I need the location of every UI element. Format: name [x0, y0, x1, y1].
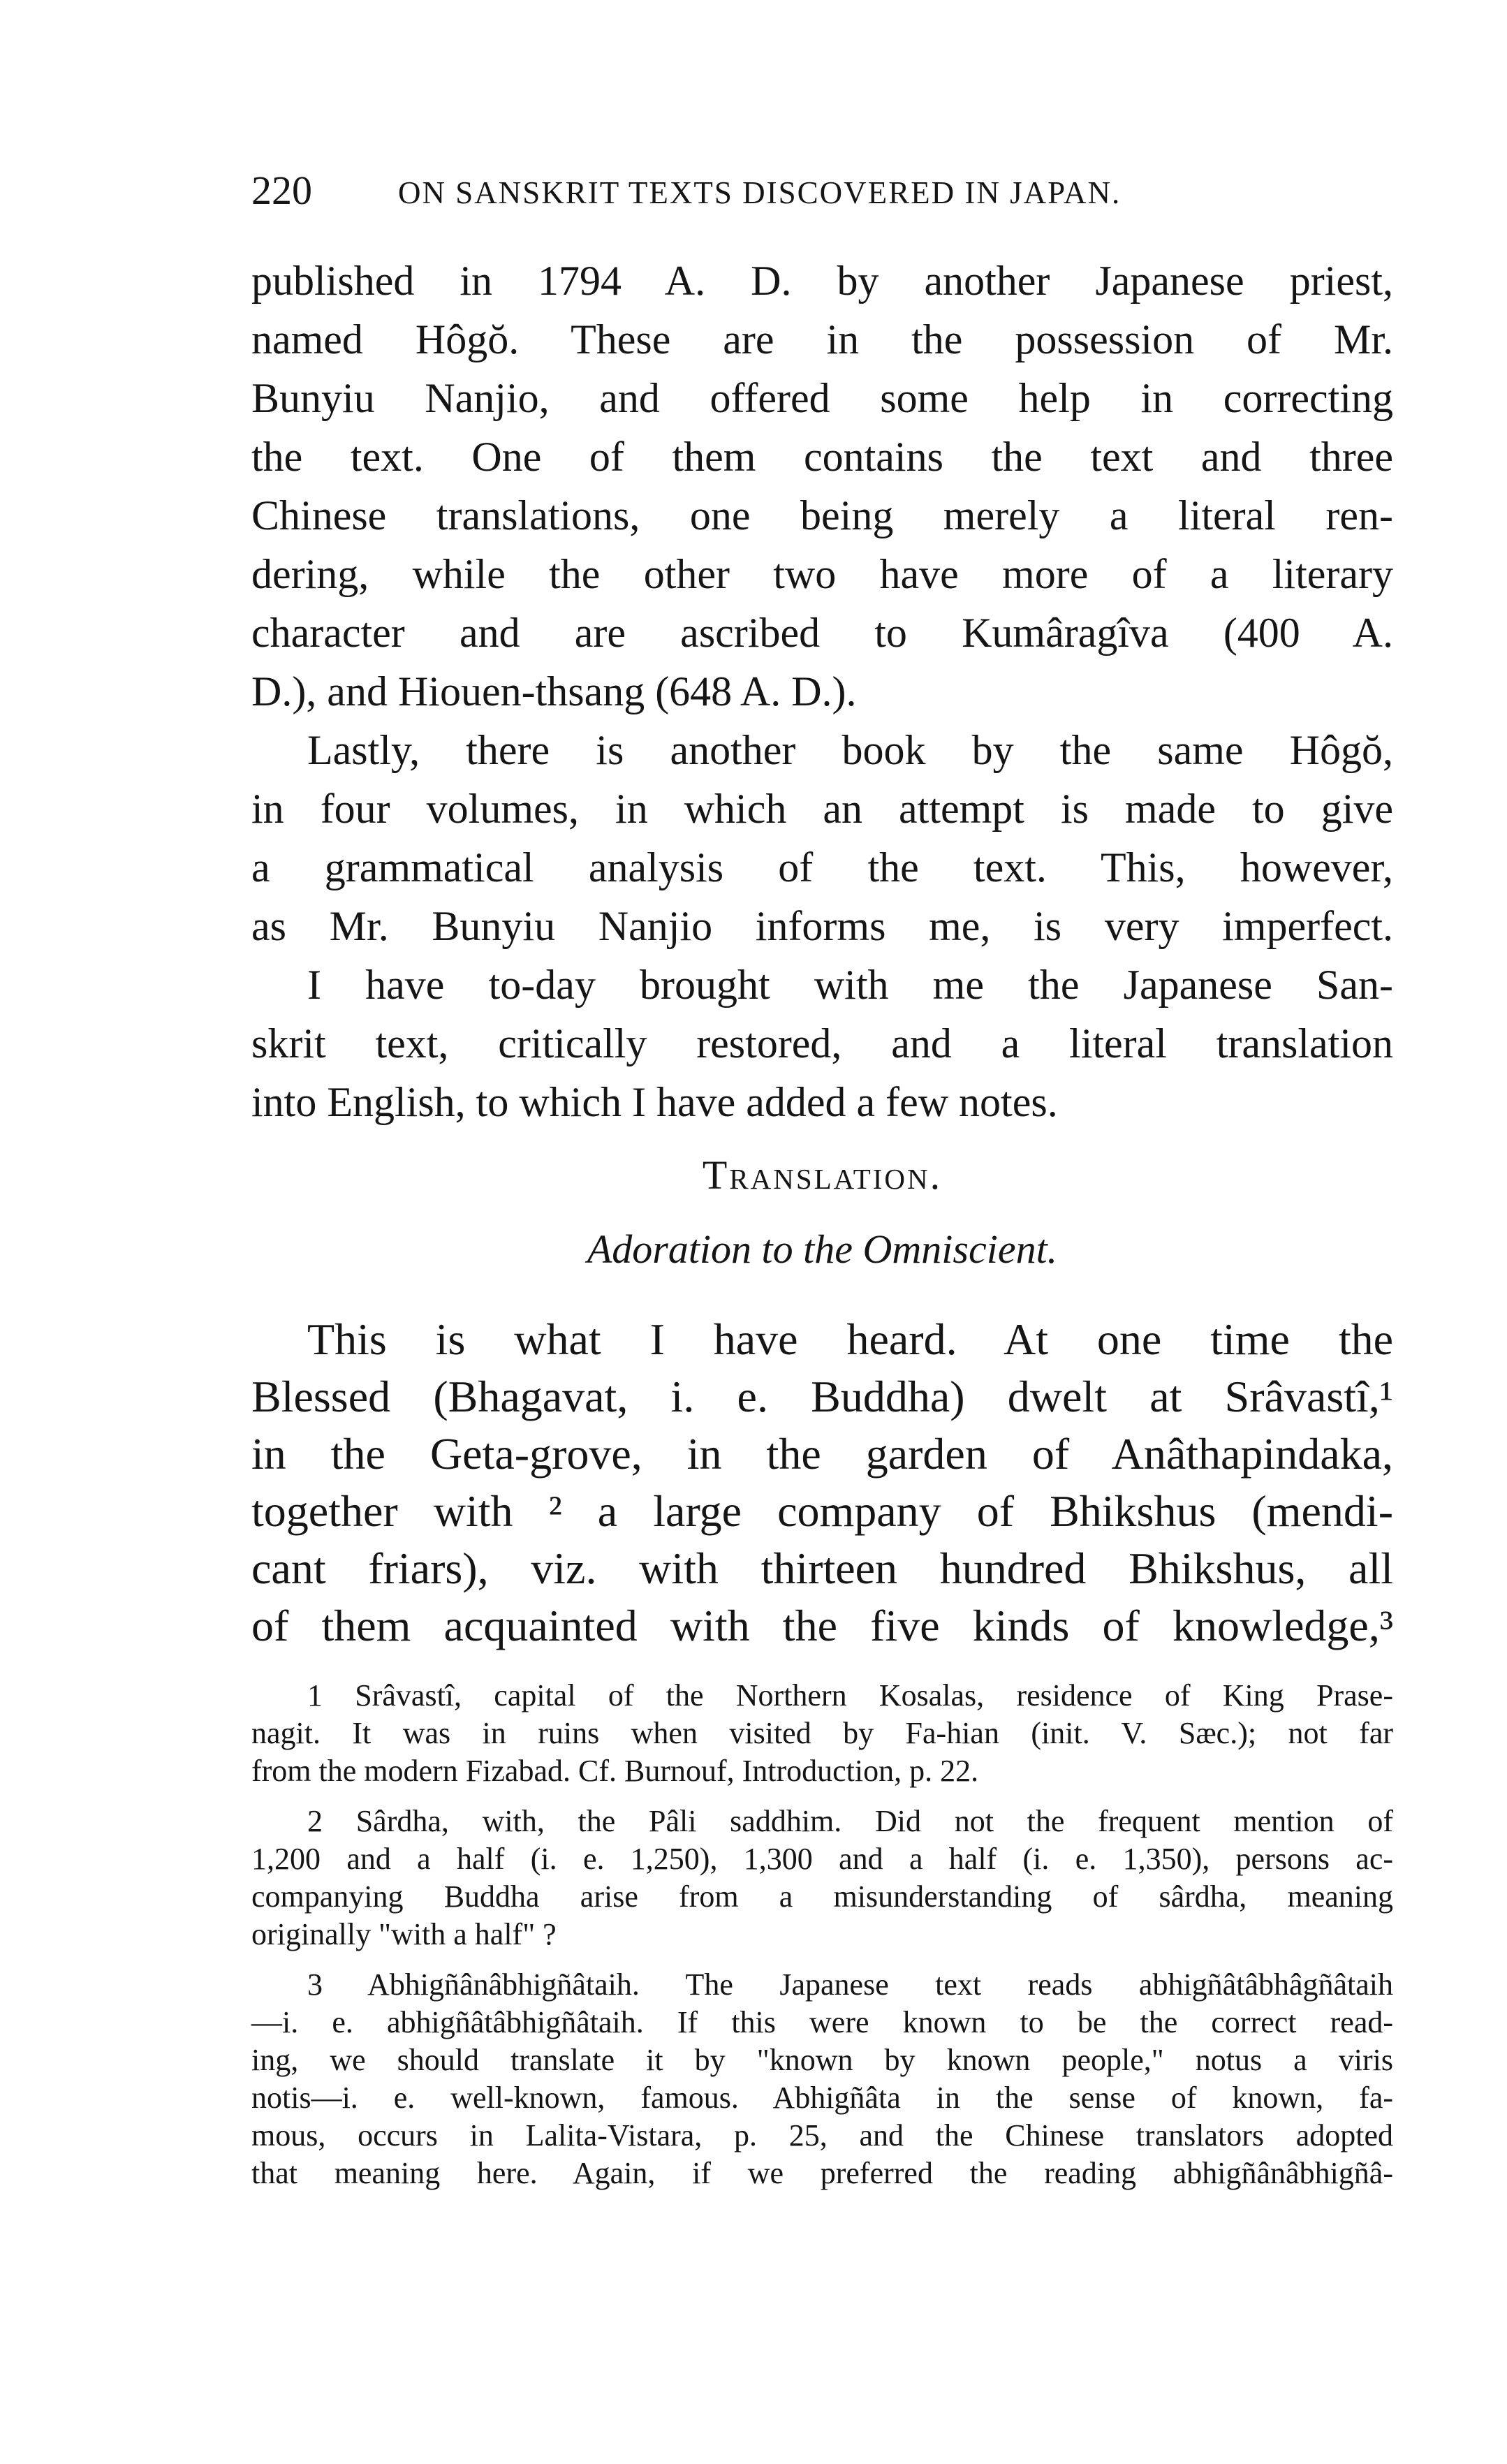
text-line: of them acquainted with the five kinds of knowledge,³ — [251, 1601, 1393, 1650]
footnote-line: originally "with a half" ? — [251, 1917, 557, 1951]
text-line: into English, to which I have added a few notes. — [251, 1079, 1058, 1125]
running-title: ON SANSKRIT TEXTS DISCOVERED IN JAPAN. — [398, 175, 1122, 210]
text-line: D.), and Hiouen-thsang (648 A. D.). — [251, 668, 857, 714]
page-number: 220 — [251, 168, 312, 213]
page-header — [251, 166, 1397, 215]
footnote-line: nagit. It was in ruins when visited by Fa-hian (init. V. Sæc.); not far — [251, 1716, 1393, 1750]
footnote-line: 1,200 and a half (i. e. 1,250), 1,300 and a half (i. e. 1,350), persons ac- — [251, 1842, 1393, 1876]
footnote-line: notis—i. e. well-known, famous. Abhigñâta in the sense of known, fa- — [251, 2081, 1393, 2115]
footnote-line: 1 Srâvastî, capital of the Northern Kosalas, residence of King Prase- — [307, 1678, 1393, 1713]
text-line: the text. One of them contains the text and three — [251, 434, 1393, 480]
footnote-spacer — [251, 1790, 1393, 1803]
text-line: published in 1794 A. D. by another Japanese priest, — [251, 258, 1393, 304]
footnote-line: 2 Sârdha, with, the Pâli saddhim. Did not the frequent mention of — [307, 1804, 1393, 1838]
text-line: This is what I have heard. At one time the — [307, 1314, 1393, 1364]
footnotes — [251, 1677, 1393, 2192]
text-line: named Hôgŏ. These are in the possession of Mr. — [251, 316, 1393, 362]
footnote-line: ing, we should translate it by "known by known people," notus a viris — [251, 2043, 1393, 2077]
footnote-line: from the modern Fizabad. Cf. Burnouf, Introduction, p. 22. — [251, 1754, 979, 1788]
text-line: dering, while the other two have more of a literary — [251, 551, 1393, 597]
text-line: Chinese translations, one being merely a literal ren- — [251, 492, 1393, 538]
text-line: Bunyiu Nanjio, and offered some help in correcting — [251, 375, 1393, 421]
text-line: Lastly, there is another book by the same Hôgŏ, — [307, 727, 1393, 773]
footnote-line: —i. e. abhigñâtâbhigñâtaih. If this were known to be the correct read- — [251, 2005, 1393, 2039]
footnote-line: companying Buddha arise from a misunderstanding of sârdha, meaning — [251, 1879, 1393, 1914]
text-line: cant friars), viz. with thirteen hundred Bhikshus, all — [251, 1543, 1393, 1593]
section-heading: Translation. — [702, 1152, 943, 1198]
text-line: character and are ascribed to Kumâragîva (400 A. — [251, 610, 1393, 656]
footnote-line: that meaning here. Again, if we preferred the reading abhigñânâbhigñâ- — [251, 2156, 1393, 2190]
text-line: as Mr. Bunyiu Nanjio informs me, is very imperfect. — [251, 903, 1393, 949]
translation-text — [251, 1311, 1393, 1655]
intro-text — [251, 251, 1393, 1131]
text-line: Blessed (Bhagavat, i. e. Buddha) dwelt at Srâvastî,¹ — [251, 1372, 1393, 1421]
text-line: skrit text, critically restored, and a literal translation — [251, 1020, 1393, 1066]
subheading: Adoration to the Omniscient. — [587, 1226, 1058, 1272]
text-line: together with ² a large company of Bhikshus (mendi- — [251, 1486, 1393, 1536]
text-line: I have to-day brought with me the Japanese San- — [307, 962, 1393, 1008]
text-line: in four volumes, in which an attempt is made to give — [251, 786, 1393, 832]
footnote-line: 3 Abhigñânâbhigñâtaih. The Japanese text reads abhigñâtâbhâgñâtaih — [307, 1967, 1393, 2002]
text-line: a grammatical analysis of the text. This, however, — [251, 844, 1393, 890]
text-line: in the Geta-grove, in the garden of Anâthapindaka, — [251, 1429, 1393, 1479]
footnote-spacer — [251, 1953, 1393, 1966]
footnote-line: mous, occurs in Lalita-Vistara, p. 25, and the Chinese translators adopted — [251, 2118, 1393, 2153]
